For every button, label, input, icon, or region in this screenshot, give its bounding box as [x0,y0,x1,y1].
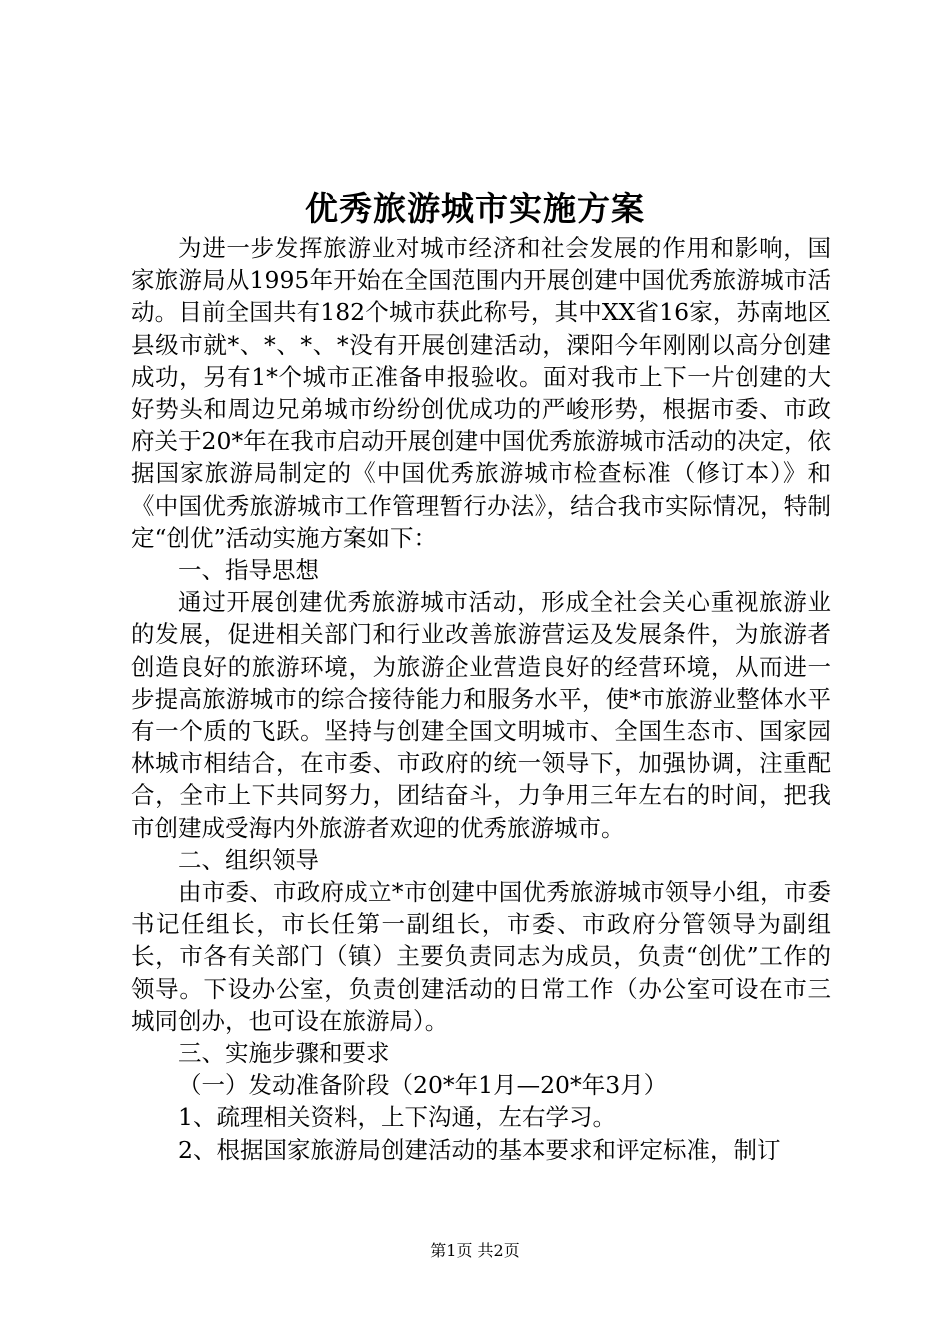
guiding-ideology-paragraph: 通过开展创建优秀旅游城市活动，形成全社会关心重视旅游业的发展，促进相关部门和行业改善旅游营运及发展条件，为旅游者创造良好的旅游环境，为旅游企业营造良好的经营环境，从而进一步提高旅游城市的综合接待能力和服务水平，使*市旅游业整体水平有一个质的飞跃。坚持与创建全国文明城市、全国生态市、国家园林城市相结合，在市委、市政府的统一领导下，加强协调，注重配合，全市上下共同努力，团结奋斗，力争用三年左右的时间，把我市创建成受海内外旅游者欢迎的优秀旅游城市。 [131,588,831,842]
subsection-heading-preparation: （一）发动准备阶段（20*年1月—20*年3月） [178,1071,668,1100]
page-footer: 第1页 共2页 [430,1241,520,1260]
document-body [131,232,831,1166]
section-heading-guiding-ideology: 一、指导思想 [178,556,319,585]
document-title: 优秀旅游城市实施方案 [305,189,645,228]
section-heading-organization: 二、组织领导 [178,845,319,874]
organization-paragraph: 由市委、市政府成立*市创建中国优秀旅游城市领导小组，市委书记任组长，市长任第一副组长，市委、市政府分管领导为副组长，市各有关部门（镇）主要负责同志为成员，负责“创优”工作的领导。下设办公室，负责创建活动的日常工作（办公室可设在市三城同创办，也可设在旅游局）。 [131,878,831,1035]
section-heading-implementation: 三、实施步骤和要求 [178,1039,390,1068]
list-item: 1、疏理相关资料，上下沟通，左右学习。 [178,1103,616,1132]
list-item: 2、根据国家旅游局创建活动的基本要求和评定标准，制订 [178,1135,781,1164]
intro-paragraph: 为进一步发挥旅游业对城市经济和社会发展的作用和影响，国家旅游局从1995年开始在全国范围内开展创建中国优秀旅游城市活动。目前全国共有182个城市获此称号，其中XX省16家，苏南地区县级市就*、*、*、*没有开展创建活动，溧阳今年刚刚以高分创建成功，另有1*个城市正准备申报验收。面对我市上下一片创建的大好势头和周边兄弟城市纷纷创优成功的严峻形势，根据市委、市政府关于20*年在我市启动开展创建中国优秀旅游城市活动的决定，依据国家旅游局制定的《中国优秀旅游城市检查标准（修订本）》和《中国优秀旅游城市工作管理暂行办法》，结合我市实际情况，特制定“创优”活动实施方案如下： [131,234,831,552]
